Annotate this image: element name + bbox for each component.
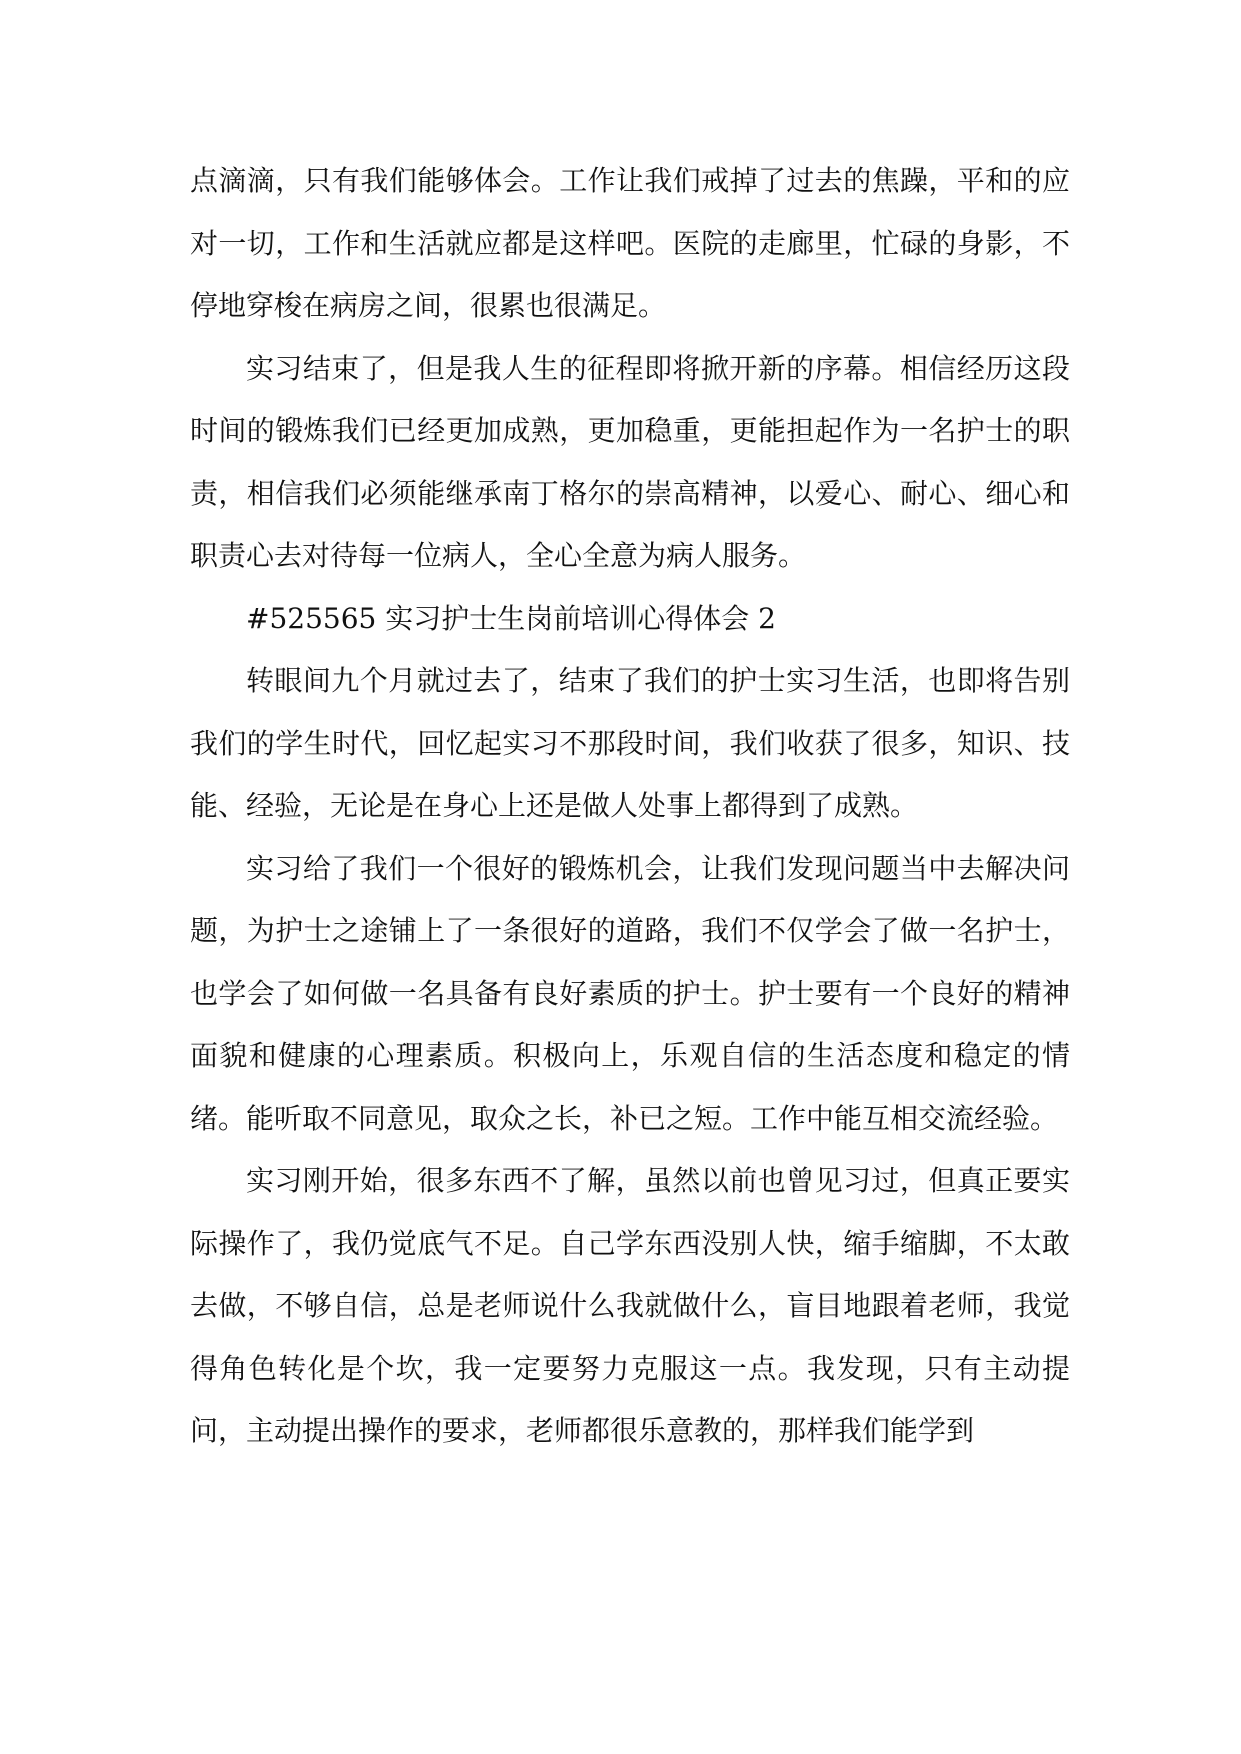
paragraph-1: 点滴滴，只有我们能够体会。工作让我们戒掉了过去的焦躁，平和的应对一切，工作和生活就应都是这样吧。医院的走廊里，忙碌的身影，不停地穿梭在病房之间，很累也很满足。 [190, 164, 1070, 322]
paragraph-5: 实习刚开始，很多东西不了解，虽然以前也曾见习过，但真正要实际操作了，我仍觉底气不足。自己学东西没别人快，缩手缩脚，不太敢去做，不够自信，总是老师说什么我就做什么，盲目地跟着老师，我觉得角色转化是个坎，我一定要努力克服这一点。我发现，只有主动提问，主动提出操作的要求，老师都很乐意教的，那样我们能学到 [190, 1164, 1070, 1447]
document-page [190, 150, 1070, 1463]
paragraph-2: 实习结束了，但是我人生的征程即将掀开新的序幕。相信经历这段时间的锻炼我们已经更加成熟，更加稳重，更能担起作为一名护士的职责，相信我们必须能继承南丁格尔的崇高精神，以爱心、耐心、细心和职责心去对待每一位病人，全心全意为病人服务。 [190, 351, 1070, 572]
paragraph-3: 转眼间九个月就过去了，结束了我们的护士实习生活，也即将告别我们的学生时代，回忆起实习不那段时间，我们收获了很多，知识、技能、经验，无论是在身心上还是做人处事上都得到了成熟。 [190, 664, 1070, 822]
paragraph-4: 实习给了我们一个很好的锻炼机会，让我们发现问题当中去解决问题，为护士之途铺上了一条很好的道路，我们不仅学会了做一名护士，也学会了如何做一名具备有良好素质的护士。护士要有一个良好的精神面貌和健康的心理素质。积极向上，乐观自信的生活态度和稳定的情绪。能听取不同意见，取众之长，补已之短。工作中能互相交流经验。 [190, 851, 1070, 1135]
section-heading: #525565 实习护士生岗前培训心得体会 2 [246, 601, 776, 635]
